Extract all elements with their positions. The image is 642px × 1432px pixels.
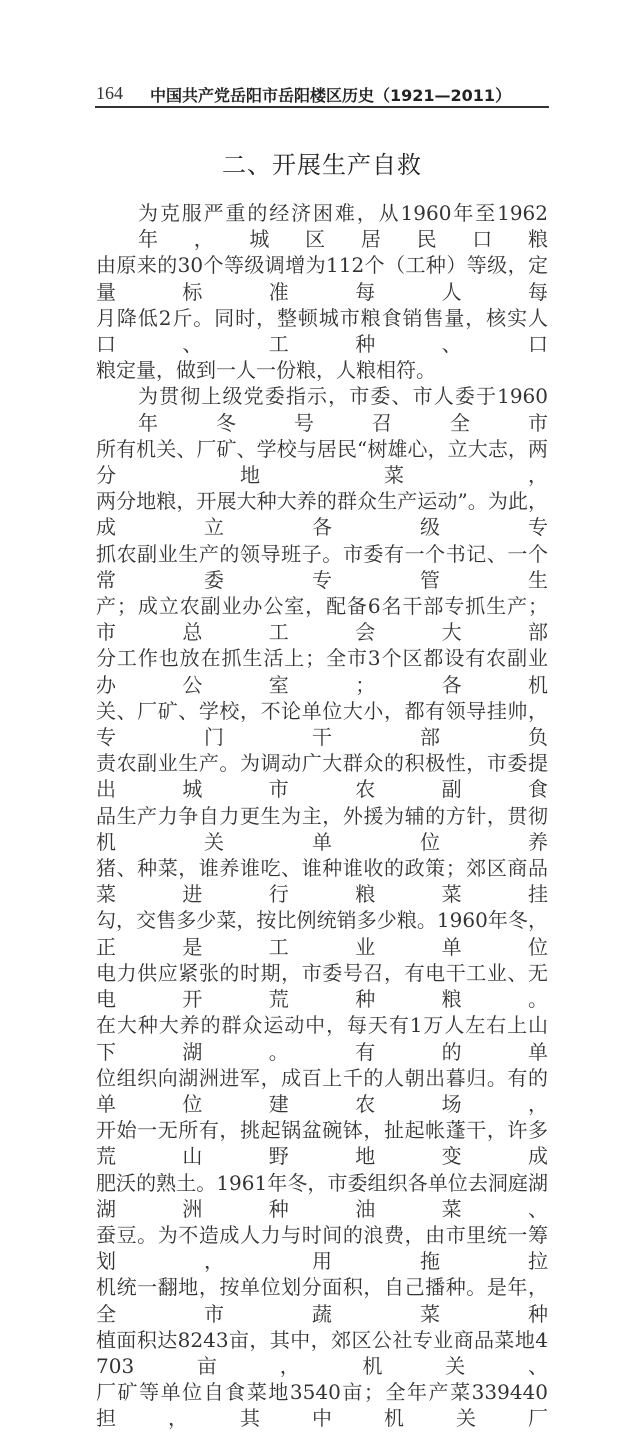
text-line: 猪、种菜，谁养谁吃、谁种谁收的政策；郊区商品菜进行粮菜挂	[96, 856, 548, 907]
paragraph	[96, 383, 548, 1431]
text-line: 勾，交售多少菜，按比例统销多少粮。1960年冬，正是工业单位	[96, 908, 548, 959]
text-line: 位组织向湖洲进军，成百上千的人朝出暮归。有的单位建农场，	[96, 1065, 548, 1116]
text-line: 品生产力争自力更生为主，外援为辅的方针，贯彻机关单位养	[96, 803, 548, 854]
text-line: 厂矿等单位自食菜地3540亩；全年产菜339440担，其中机关厂	[96, 1380, 548, 1431]
text-line: 电力供应紧张的时期，市委号召，有电干工业、无电开荒种粮。	[96, 960, 548, 1012]
text-line: 两分地粮，开展大种大养的群众生产运动”。为此，成立各级专	[96, 489, 548, 540]
text-line: 开始一无所有，挑起锅盆碗钵，扯起帐蓬干，许多荒山野地变成	[96, 1118, 548, 1169]
body-text	[96, 200, 548, 1432]
text-line: 所有机关、厂矿、学校与居民“树雄心，立大志，两分地菜，	[96, 436, 548, 488]
text-line: 粮定量，做到一人一份粮，人粮相符。	[96, 358, 436, 383]
running-header	[96, 83, 548, 107]
text-line: 为克服严重的经济困难，从1960年至1962年，城区居民口粮	[138, 201, 548, 252]
text-line: 产；成立农副业办公室，配备6名干部专抓生产；市总工会大部	[96, 594, 548, 645]
header-rule	[95, 106, 549, 108]
page-number: 164	[96, 83, 123, 103]
text-line: 蚕豆。为不造成人力与时间的浪费，由市里统一筹划，用拖拉	[96, 1222, 548, 1274]
text-line: 植面积达8243亩，其中，郊区公社专业商品菜地4703亩，机关、	[96, 1327, 548, 1378]
text-line: 分工作也放在抓生活上；全市3个区都设有农副业办公室；各机	[96, 646, 548, 697]
paragraph	[96, 200, 548, 383]
section-title: 二、开展生产自救	[222, 151, 422, 179]
text-line: 由原来的30个等级调增为112个（工种）等级，定量标准每人每	[96, 253, 548, 304]
text-line: 肥沃的熟土。1961年冬，市委组织各单位去洞庭湖湖洲种油菜、	[96, 1170, 548, 1221]
running-title: 中国共产党岳阳市岳阳楼区历史（1921—2011）	[150, 86, 512, 105]
text-line: 责农副业生产。为调动广大群众的积极性，市委提出城市农副食	[96, 751, 548, 802]
text-line: 抓农副业生产的领导班子。市委有一个书记、一个常委专管生	[96, 541, 548, 592]
text-line: 机统一翻地，按单位划分面积，自己播种。是年，全市蔬菜种	[96, 1275, 548, 1326]
text-line: 关、厂矿、学校，不论单位大小，都有领导挂帅，专门干部负	[96, 698, 548, 750]
text-line: 在大种大养的群众运动中，每天有1万人左右上山下湖。有的单	[96, 1013, 548, 1064]
text-line: 月降低2斤。同时，整顿城市粮食销售量，核实人口、工种、口	[96, 305, 548, 357]
text-line: 为贯彻上级党委指示，市委、市人委于1960年冬号召全市	[138, 384, 548, 435]
